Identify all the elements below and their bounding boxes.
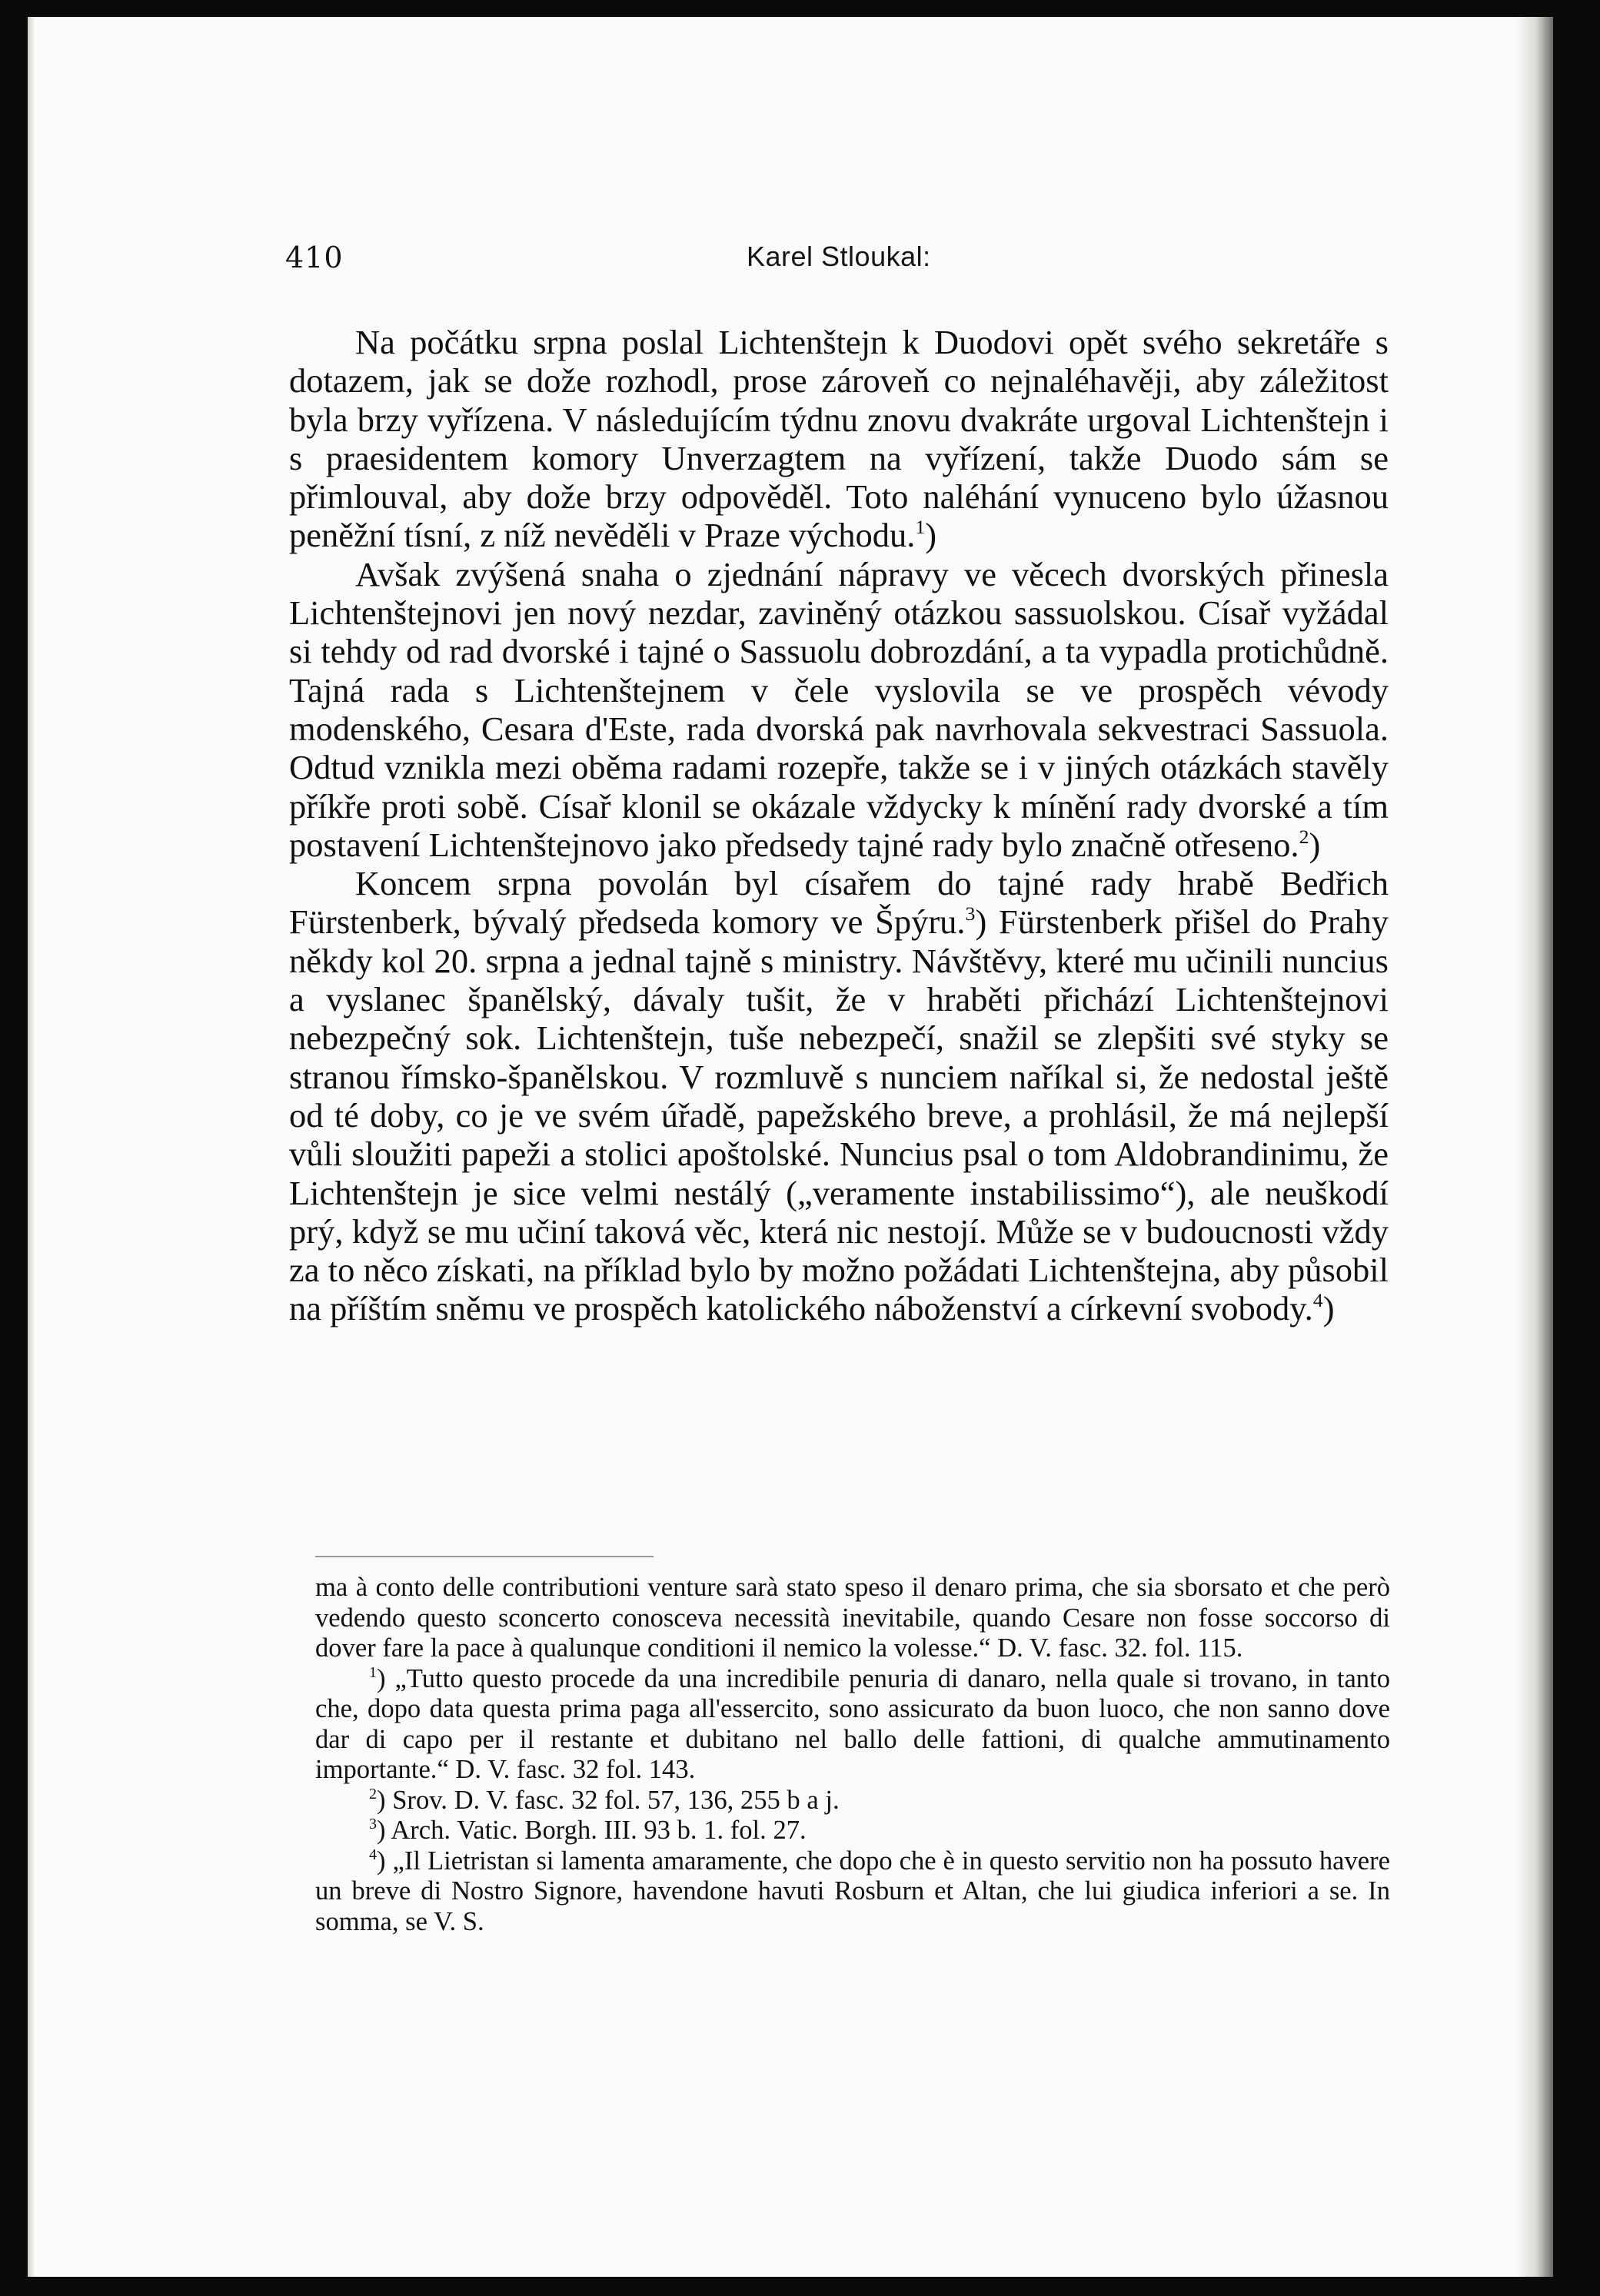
footnotes: [315, 1573, 1390, 1937]
footnote-ref: 4: [1312, 1289, 1323, 1312]
footnote: $^2$) Srov. D. V. fasc. 32 fol. 57, 136, 255 b a j.: [369, 1785, 840, 1815]
footnote-text: Arch. Vatic. Borgh. III. 93 b. 1. fol. 27.: [391, 1816, 807, 1845]
paragraph: [289, 864, 1389, 1328]
footnote-ref: 2: [1299, 826, 1309, 849]
paragraph-text-continued: Fürstenberk přišel do Prahy někdy kol 20. srpna a jednal tajně s ministry. Návštěvy, které mu učinili nuncius a vyslanec španělský, dávaly tušit, že v hraběti přichází Lichtenštejnovi nebezpečný sok. Lichtenštejn, tuše nebezpečí, snažil se zlepšiti své styky se stranou římsko-španělskou. V rozmluvě s nunciem naříkal si, že nedostal ještě od té doby, co je ve svém úřadě, papežského breve, a prohlásil, že má nejlepší vůli sloužiti papeži a stolici apoštolské. Nuncius psal o tom Aldobrandinimu, že Lichtenštejn je sice velmi nestálý („veramente instabilissimo“), ale neuškodí prý, když se mu učiní taková věc, která nic nestojí. Může se v budoucnosti vždy za to něco získati, na příklad bylo by možno požádati Lichtenštejna, aby působil na příštím sněmu ve prospěch katolického náboženství a církevní svobody.: [289, 902, 1389, 1328]
footnote-ref-close: ): [975, 902, 987, 942]
paragraph-text: Na počátku srpna poslal Lichtenštejn k Duodovi opět svého sekretáře s dotazem, jak se dože rozhodl, prose zároveň co nejnaléhavěji, aby záležitost byla brzy vyřízena. V následujícím týdnu znovu dvakráte urgoval Lichtenštejn i s praesidentem komory Unverzagtem na vyřízení, takže Duodo sám se přimlouval, aby dože brzy odpověděl. Toto naléhání vynuceno bylo úžasnou peněžní tísní, z níž nevěděli v Praze východu.: [289, 323, 1389, 555]
footnote-text: Srov. D. V. fasc. 32 fol. 57, 136, 255 b a j.: [392, 1785, 840, 1815]
paragraph-text: Avšak zvýšená snaha o zjednání nápravy ve věcech dvorských přinesla Lichtenštejnovi jen nový nezdar, zaviněný otázkou sassuolskou. Císař vyžádal si tehdy od rad dvorské i tajné o Sassuolu dobrozdání, a ta vypadla protichůdně. Tajná rada s Lichtenštejnem v čele vyslovila se ve prospěch vévody modenského, Cesara d'Este, rada dvorská pak navrhovala sekvestraci Sassuola. Odtud vznikla mezi oběma radami rozepře, takže se i v jiných otázkách stavěly příkře proti sobě. Císař klonil se okázale vždycky k mínění rady dvorské a tím postavení Lichtenštejnovo jako předsedy tajné rady bylo značně otřeseno.: [289, 554, 1389, 864]
footnote-ref: 3: [965, 902, 976, 925]
footnote-mark: 4: [369, 1846, 378, 1863]
paragraph-text: Koncem srpna povolán byl císařem do tajné rady hrabě Bedřich Fürstenberk, bývalý předseda komory ve Špýru.: [289, 864, 1389, 942]
footnote-continuation: ma à conto delle contributioni venture sarà stato speso il denaro prima, che sia sborsato et che però vedendo questo sconcerto conosceva necessità inevitabile, quando Cesare non fosse soccorso di dover fare la pace à qualunque conditioni il nemico la volesse.“ D. V. fasc. 32. fol. 115.: [315, 1573, 1390, 1663]
footnote-text: „Tutto questo procede da una incredibile penuria di danaro, nella quale si trovano, in tanto che, dopo data questa prima paga all'essercito, sono assicurato da buon luoco, che non sanno dove dar di capo per il restante et dubitano nel ballo delle fattioni, di qualche ammutinamento importante.“ D. V. fasc. 32 fol. 143.: [315, 1663, 1390, 1784]
page-left-edge: [28, 17, 35, 2277]
page-gutter-shadow: [1516, 17, 1553, 2277]
footnote-mark: 3: [369, 1815, 378, 1832]
paragraph: [289, 555, 1389, 864]
footnote-rule: [315, 1556, 654, 1557]
footnote-ref: 1: [915, 516, 926, 539]
footnote: $^4$) „Il Lietristan si lamenta amaramente, che dopo che è in questo servitio non ha possuto havere un breve di Nostro Signore, havendone havuti Rosburn et Altan, che lui giudica inferiori a se. In somma, se V. S.: [315, 1846, 1390, 1936]
footnote-ref-close: ): [925, 516, 937, 555]
footnote-ref-close: ): [1322, 1289, 1335, 1328]
footnote: $^3$) Arch. Vatic. Borgh. III. 93 b. 1. fol. 27.: [369, 1815, 807, 1845]
footnote: $^1$) „Tutto questo procede da una incredibile penuria di danaro, nella quale si trovano, in tanto che, dopo data questa prima paga all'essercito, sono assicurato da buon luoco, che non sanno dove dar di capo per il restante et dubitano nel ballo delle fattioni, di qualche ammutinamento importante.“ D. V. fasc. 32 fol. 143.: [315, 1663, 1390, 1784]
main-text: [289, 323, 1389, 1328]
paragraph: [289, 323, 1389, 555]
page-header: [285, 241, 1385, 287]
page-number: 410: [285, 241, 344, 274]
footnote-mark: 1: [369, 1663, 378, 1681]
footnote-ref-close: ): [1309, 825, 1321, 864]
running-title: Karel Stloukal:: [747, 241, 931, 272]
footnote-text: „Il Lietristan si lamenta amaramente, che dopo che è in questo servitio non ha possuto havere un breve di Nostro Signore, havendone havuti Rosburn et Altan, che lui giudica inferiori a se. In somma, se V. S.: [315, 1846, 1390, 1936]
footnote-mark: 2: [369, 1785, 378, 1803]
